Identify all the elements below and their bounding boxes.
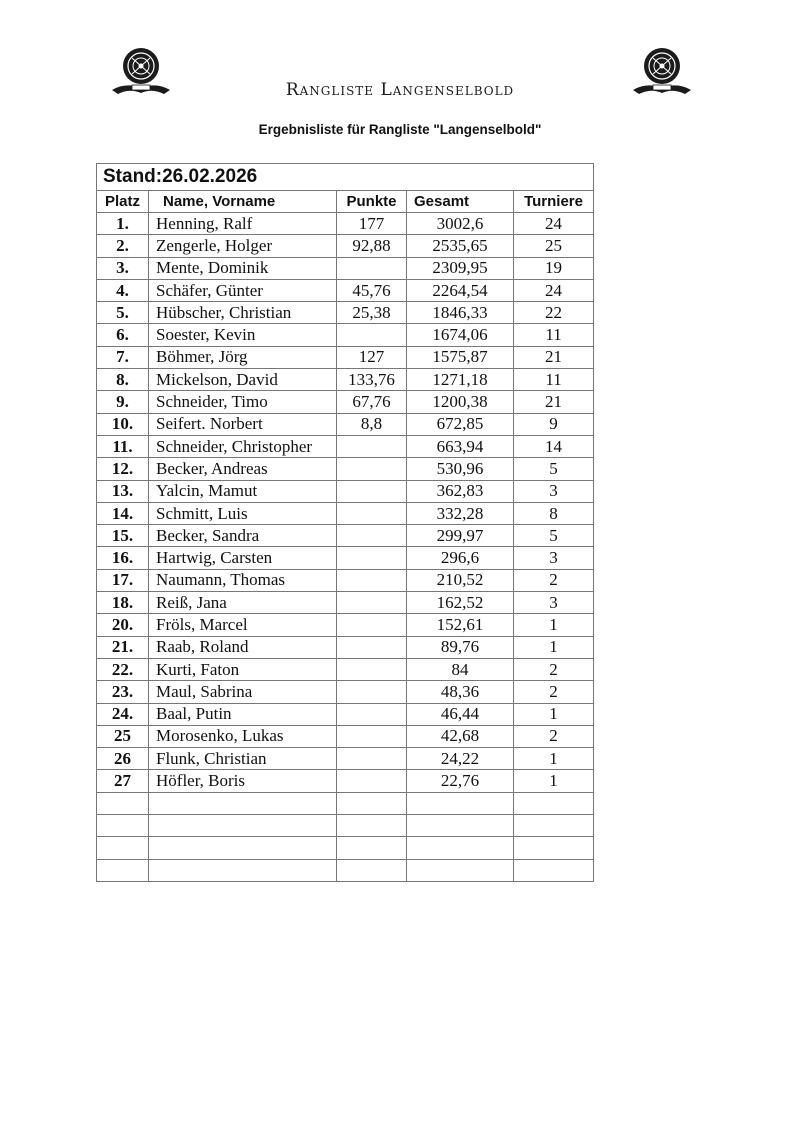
cell-gesamt: 1271,18: [407, 369, 514, 391]
cell-turniere: [514, 837, 594, 859]
table-row: [97, 235, 594, 257]
cell-punkte: [337, 435, 407, 457]
cell-punkte: 45,76: [337, 279, 407, 301]
cell-punkte: [337, 569, 407, 591]
cell-turniere: [514, 859, 594, 881]
cell-name: Böhmer, Jörg: [149, 346, 337, 368]
cell-punkte: 127: [337, 346, 407, 368]
cell-gesamt: 296,6: [407, 547, 514, 569]
cell-turniere: 24: [514, 279, 594, 301]
table-row: [97, 703, 594, 725]
table-row: [97, 614, 594, 636]
cell-name: Maul, Sabrina: [149, 681, 337, 703]
table-row: [97, 525, 594, 547]
cell-turniere: 1: [514, 636, 594, 658]
cell-platz: 8.: [97, 369, 149, 391]
cell-gesamt: [407, 792, 514, 814]
cell-turniere: 24: [514, 213, 594, 235]
cell-punkte: [337, 837, 407, 859]
cell-gesamt: 48,36: [407, 681, 514, 703]
cell-turniere: 25: [514, 235, 594, 257]
cell-punkte: [337, 859, 407, 881]
cell-platz: 15.: [97, 525, 149, 547]
cell-platz: 16.: [97, 547, 149, 569]
column-header-punkte: Punkte: [337, 191, 407, 213]
cell-name: Becker, Sandra: [149, 525, 337, 547]
cell-turniere: 14: [514, 435, 594, 457]
cell-gesamt: [407, 837, 514, 859]
cell-punkte: 67,76: [337, 391, 407, 413]
cell-platz: 21.: [97, 636, 149, 658]
cell-platz: [97, 792, 149, 814]
cell-platz: 10.: [97, 413, 149, 435]
cell-platz: 24.: [97, 703, 149, 725]
cell-platz: 2.: [97, 235, 149, 257]
cell-platz: 7.: [97, 346, 149, 368]
table-row: [97, 458, 594, 480]
cell-name: Becker, Andreas: [149, 458, 337, 480]
cell-punkte: [337, 614, 407, 636]
cell-name: [149, 792, 337, 814]
cell-name: Zengerle, Holger: [149, 235, 337, 257]
cell-gesamt: 24,22: [407, 748, 514, 770]
cell-turniere: 3: [514, 592, 594, 614]
cell-gesamt: [407, 859, 514, 881]
table-row: [97, 369, 594, 391]
table-row: [97, 815, 594, 837]
cell-gesamt: 1200,38: [407, 391, 514, 413]
cell-turniere: [514, 792, 594, 814]
cell-turniere: 19: [514, 257, 594, 279]
cell-name: Seifert. Norbert: [149, 413, 337, 435]
cell-punkte: [337, 815, 407, 837]
cell-turniere: 3: [514, 480, 594, 502]
cell-punkte: [337, 748, 407, 770]
table-row: [97, 279, 594, 301]
page-title: Rangliste Langenselbold: [285, 80, 515, 100]
cell-gesamt: 1846,33: [407, 302, 514, 324]
cell-gesamt: 42,68: [407, 725, 514, 747]
cell-punkte: [337, 257, 407, 279]
table-row: [97, 837, 594, 859]
cell-name: Soester, Kevin: [149, 324, 337, 346]
cell-punkte: 8,8: [337, 413, 407, 435]
cell-platz: 3.: [97, 257, 149, 279]
cell-name: Hübscher, Christian: [149, 302, 337, 324]
cell-name: Schneider, Timo: [149, 391, 337, 413]
table-row: [97, 413, 594, 435]
cell-platz: 25: [97, 725, 149, 747]
cell-punkte: [337, 703, 407, 725]
cell-punkte: [337, 480, 407, 502]
cell-punkte: [337, 792, 407, 814]
cell-name: Höfler, Boris: [149, 770, 337, 792]
table-row: [97, 725, 594, 747]
cell-gesamt: 210,52: [407, 569, 514, 591]
cell-gesamt: 332,28: [407, 502, 514, 524]
cell-punkte: [337, 658, 407, 680]
cell-punkte: [337, 681, 407, 703]
cell-platz: 17.: [97, 569, 149, 591]
cell-turniere: 1: [514, 748, 594, 770]
table-row: [97, 213, 594, 235]
cell-turniere: 1: [514, 703, 594, 725]
cell-punkte: 25,38: [337, 302, 407, 324]
cell-name: Fröls, Marcel: [149, 614, 337, 636]
cell-turniere: 5: [514, 525, 594, 547]
page-subtitle: Ergebnisliste für Rangliste "Langenselbold": [258, 122, 542, 137]
cell-platz: 13.: [97, 480, 149, 502]
cell-turniere: 2: [514, 658, 594, 680]
table-row: [97, 569, 594, 591]
cell-gesamt: 2264,54: [407, 279, 514, 301]
cell-punkte: [337, 525, 407, 547]
cell-name: [149, 859, 337, 881]
cell-turniere: 22: [514, 302, 594, 324]
cell-platz: 6.: [97, 324, 149, 346]
cell-name: Flunk, Christian: [149, 748, 337, 770]
cell-gesamt: 2309,95: [407, 257, 514, 279]
cell-name: Reiß, Jana: [149, 592, 337, 614]
cell-platz: 27: [97, 770, 149, 792]
table-row: [97, 770, 594, 792]
cell-gesamt: 46,44: [407, 703, 514, 725]
cell-turniere: 11: [514, 369, 594, 391]
table-row: [97, 636, 594, 658]
cell-turniere: 1: [514, 614, 594, 636]
cell-platz: 9.: [97, 391, 149, 413]
cell-punkte: 133,76: [337, 369, 407, 391]
table-row: [97, 658, 594, 680]
table-row: [97, 257, 594, 279]
cell-platz: 23.: [97, 681, 149, 703]
cell-platz: 12.: [97, 458, 149, 480]
cell-name: Morosenko, Lukas: [149, 725, 337, 747]
cell-platz: 22.: [97, 658, 149, 680]
table-row: [97, 502, 594, 524]
cell-gesamt: 663,94: [407, 435, 514, 457]
table-row: [97, 324, 594, 346]
cell-turniere: 2: [514, 681, 594, 703]
cell-gesamt: 362,83: [407, 480, 514, 502]
cell-name: Schneider, Christopher: [149, 435, 337, 457]
cell-gesamt: 1674,06: [407, 324, 514, 346]
cell-name: Baal, Putin: [149, 703, 337, 725]
cell-punkte: [337, 770, 407, 792]
table-row: [97, 592, 594, 614]
cell-turniere: 5: [514, 458, 594, 480]
cell-gesamt: 89,76: [407, 636, 514, 658]
cell-name: [149, 815, 337, 837]
cell-name: Kurti, Faton: [149, 658, 337, 680]
cell-punkte: 92,88: [337, 235, 407, 257]
table-row: [97, 681, 594, 703]
cell-gesamt: 299,97: [407, 525, 514, 547]
cell-platz: 18.: [97, 592, 149, 614]
cell-turniere: 11: [514, 324, 594, 346]
column-header-turniere: Turniere: [514, 191, 594, 213]
cell-turniere: 2: [514, 725, 594, 747]
cell-name: [149, 837, 337, 859]
cell-platz: [97, 837, 149, 859]
cell-name: Schmitt, Luis: [149, 502, 337, 524]
cell-name: Henning, Ralf: [149, 213, 337, 235]
cell-gesamt: 2535,65: [407, 235, 514, 257]
cell-platz: 1.: [97, 213, 149, 235]
ranking-table: [96, 163, 594, 882]
cell-punkte: [337, 592, 407, 614]
table-row: [97, 480, 594, 502]
cell-turniere: 1: [514, 770, 594, 792]
cell-platz: 4.: [97, 279, 149, 301]
table-row: [97, 792, 594, 814]
cell-name: Mickelson, David: [149, 369, 337, 391]
cell-name: Raab, Roland: [149, 636, 337, 658]
cell-platz: 11.: [97, 435, 149, 457]
table-row: [97, 547, 594, 569]
table-row: [97, 435, 594, 457]
cell-gesamt: 84: [407, 658, 514, 680]
cell-gesamt: 3002,6: [407, 213, 514, 235]
column-header-name: Name, Vorname: [149, 191, 337, 213]
cell-turniere: 21: [514, 391, 594, 413]
cell-platz: [97, 859, 149, 881]
cell-punkte: [337, 725, 407, 747]
cell-gesamt: 672,85: [407, 413, 514, 435]
table-row: [97, 346, 594, 368]
table-row: [97, 859, 594, 881]
cell-turniere: 2: [514, 569, 594, 591]
cell-gesamt: 152,61: [407, 614, 514, 636]
cell-name: Hartwig, Carsten: [149, 547, 337, 569]
cell-punkte: [337, 502, 407, 524]
cell-turniere: [514, 815, 594, 837]
cell-turniere: 21: [514, 346, 594, 368]
cell-platz: 26: [97, 748, 149, 770]
cell-gesamt: 162,52: [407, 592, 514, 614]
cell-platz: 20.: [97, 614, 149, 636]
cell-gesamt: 1575,87: [407, 346, 514, 368]
cell-punkte: [337, 324, 407, 346]
table-row: [97, 748, 594, 770]
cell-gesamt: 22,76: [407, 770, 514, 792]
cell-name: Schäfer, Günter: [149, 279, 337, 301]
table-row: [97, 391, 594, 413]
cell-platz: 14.: [97, 502, 149, 524]
cell-name: Naumann, Thomas: [149, 569, 337, 591]
cell-turniere: 9: [514, 413, 594, 435]
cell-name: Mente, Dominik: [149, 257, 337, 279]
cell-platz: 5.: [97, 302, 149, 324]
cell-platz: [97, 815, 149, 837]
column-header-platz: Platz: [97, 191, 149, 213]
cell-turniere: 8: [514, 502, 594, 524]
column-header-gesamt: Gesamt: [407, 191, 514, 213]
stand-date: Stand:26.02.2026: [97, 164, 594, 191]
cell-turniere: 3: [514, 547, 594, 569]
cell-gesamt: [407, 815, 514, 837]
cell-punkte: [337, 547, 407, 569]
cell-punkte: [337, 636, 407, 658]
table-row: [97, 302, 594, 324]
cell-gesamt: 530,96: [407, 458, 514, 480]
cell-punkte: [337, 458, 407, 480]
cell-punkte: 177: [337, 213, 407, 235]
cell-name: Yalcin, Mamut: [149, 480, 337, 502]
